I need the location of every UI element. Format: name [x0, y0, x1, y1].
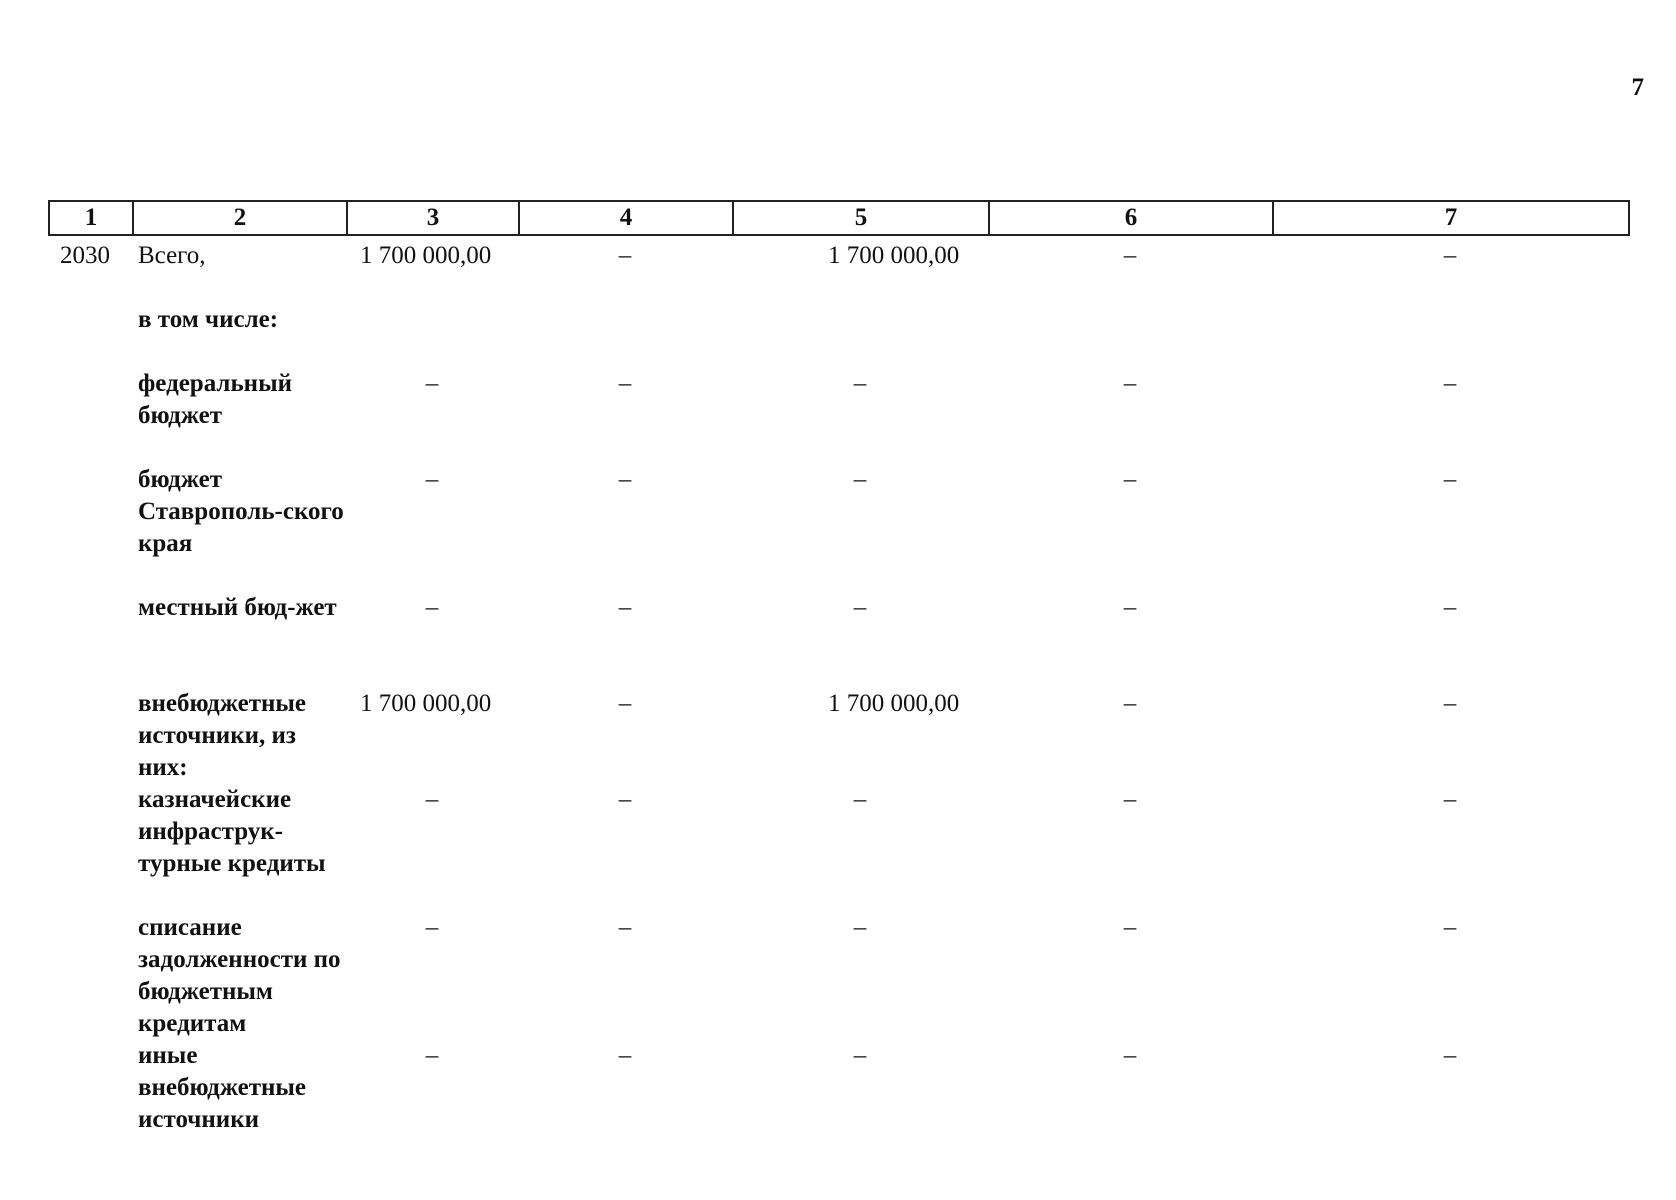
cell-c4: – [618, 1042, 632, 1069]
cell-c3 [346, 304, 518, 368]
cell-c6: – [1123, 786, 1137, 813]
cell-c5 [732, 304, 988, 368]
table-row [48, 1040, 1628, 1136]
row-label: казначейские инфраструк-турные кредиты [138, 786, 326, 877]
cell-c5: – [853, 1042, 867, 1069]
financing-table [48, 240, 1628, 1136]
header-col-1: 1 [49, 201, 133, 235]
empty-year-cell [48, 912, 132, 1040]
cell-c4: – [618, 914, 632, 941]
cell-c6: – [1123, 914, 1137, 941]
year-cell: 2030 [60, 242, 110, 269]
cell-c3: – [425, 594, 439, 621]
cell-c7: – [1443, 370, 1457, 397]
cell-c4: – [618, 466, 632, 493]
empty-year-cell [48, 592, 132, 688]
row-label: иные внебюджетные источники [138, 1042, 307, 1133]
cell-c5: 1 700 000,00 [828, 242, 960, 269]
cell-c6: – [1123, 594, 1137, 621]
cell-c7: – [1443, 690, 1457, 717]
cell-c7: – [1443, 466, 1457, 493]
cell-c6: – [1123, 466, 1137, 493]
cell-c5: – [853, 594, 867, 621]
column-number-header [48, 200, 1630, 236]
cell-c3: 1 700 000,00 [360, 690, 492, 717]
row-label: внебюджетные источники, из них: [138, 690, 307, 781]
header-col-6: 6 [989, 201, 1273, 235]
row-label: Всего, [138, 242, 206, 269]
header-col-2: 2 [133, 201, 347, 235]
cell-c6: – [1123, 242, 1137, 269]
row-label: в том числе: [138, 306, 279, 333]
cell-c4: – [618, 594, 632, 621]
header-col-4: 4 [519, 201, 733, 235]
cell-c3: 1 700 000,00 [360, 242, 492, 269]
cell-c5: – [853, 914, 867, 941]
cell-c7: – [1443, 594, 1457, 621]
table-row [48, 368, 1628, 464]
table-row [48, 784, 1628, 912]
empty-year-cell [48, 688, 132, 784]
cell-c7: – [1443, 786, 1457, 813]
row-label: бюджет Ставрополь-ского края [138, 466, 344, 557]
empty-year-cell [48, 784, 132, 912]
cell-c3: – [425, 370, 439, 397]
empty-year-cell [48, 1040, 132, 1136]
row-label: местный бюд-жет [138, 594, 337, 621]
cell-c3: – [425, 914, 439, 941]
row-label: федеральный бюджет [138, 370, 293, 429]
cell-c4 [518, 304, 732, 368]
table-row [48, 464, 1628, 592]
cell-c6: – [1123, 690, 1137, 717]
table-row [48, 688, 1628, 784]
table-row [48, 592, 1628, 688]
cell-c7: – [1443, 1042, 1457, 1069]
cell-c5: – [853, 370, 867, 397]
cell-c7: – [1443, 914, 1457, 941]
cell-c6 [988, 304, 1272, 368]
cell-c7 [1272, 304, 1628, 368]
table-row [48, 912, 1628, 1040]
cell-c4: – [618, 370, 632, 397]
table-row [48, 240, 1628, 304]
empty-year-cell [48, 368, 132, 464]
empty-year-cell [48, 304, 132, 368]
cell-c4: – [618, 786, 632, 813]
cell-c5: 1 700 000,00 [828, 690, 960, 717]
cell-c7: – [1443, 242, 1457, 269]
cell-c3: – [425, 786, 439, 813]
empty-year-cell [48, 464, 132, 592]
header-col-7: 7 [1273, 201, 1629, 235]
cell-c5: – [853, 786, 867, 813]
header-col-5: 5 [733, 201, 989, 235]
cell-c6: – [1123, 370, 1137, 397]
cell-c4: – [618, 242, 632, 269]
cell-c6: – [1123, 1042, 1137, 1069]
table-row [48, 304, 1628, 368]
page-number: 7 [1631, 74, 1644, 101]
cell-c3: – [425, 1042, 439, 1069]
header-col-3: 3 [347, 201, 519, 235]
cell-c4: – [618, 690, 632, 717]
cell-c5: – [853, 466, 867, 493]
cell-c3: – [425, 466, 439, 493]
row-label: списание задолженности по бюджетным кредитам [138, 914, 341, 1037]
